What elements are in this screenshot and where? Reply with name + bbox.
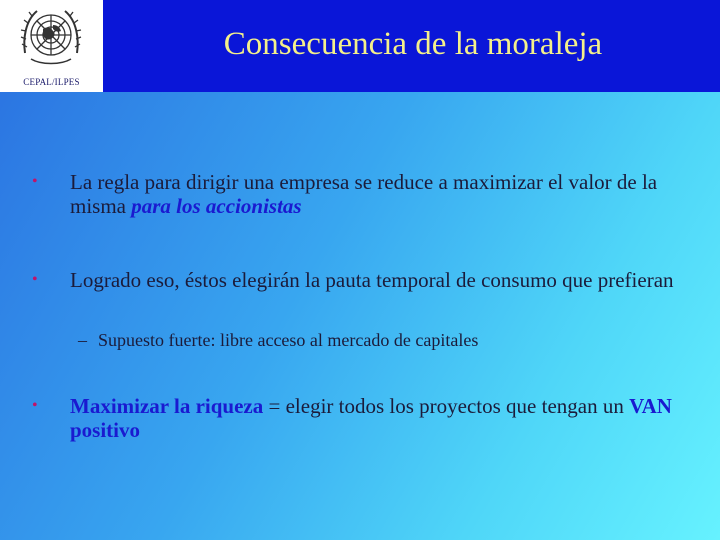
bullet-1-text: La regla para dirigir una empresa se reduce a maximizar el valor de la misma bbox=[70, 170, 658, 218]
bullet-text bbox=[70, 170, 702, 218]
bullet-marker: • bbox=[32, 271, 38, 288]
bullet-1 bbox=[32, 170, 702, 218]
bullet-3-middle: = elegir todos los proyectos que tengan un bbox=[263, 394, 630, 418]
bullet-3-text bbox=[70, 394, 702, 442]
slide-title: Consecuencia de la moraleja bbox=[223, 26, 603, 62]
sub-bullet bbox=[78, 330, 698, 351]
bullet-3-emphasis-2: VAN positivo bbox=[70, 394, 672, 442]
sub-bullet-marker: – bbox=[78, 330, 87, 350]
bullet-1-emphasis: para los accionistas bbox=[131, 194, 302, 218]
logo-caption: CEPAL/ILPES bbox=[23, 77, 80, 87]
logo-box bbox=[0, 0, 103, 92]
bullet-marker: • bbox=[32, 173, 38, 190]
sub-bullet-text: Supuesto fuerte: libre acceso al mercado de capitales bbox=[98, 330, 479, 350]
bullet-2 bbox=[32, 268, 702, 292]
bullet-marker: • bbox=[32, 397, 38, 414]
header-bar bbox=[103, 0, 720, 92]
bullet-3-emphasis-1: Maximizar la riqueza bbox=[70, 394, 264, 418]
bullet-2-text: Logrado eso, éstos elegirán la pauta temporal de consumo que prefieran bbox=[70, 268, 674, 292]
bullet-3 bbox=[32, 394, 702, 442]
un-emblem-icon bbox=[17, 3, 85, 71]
